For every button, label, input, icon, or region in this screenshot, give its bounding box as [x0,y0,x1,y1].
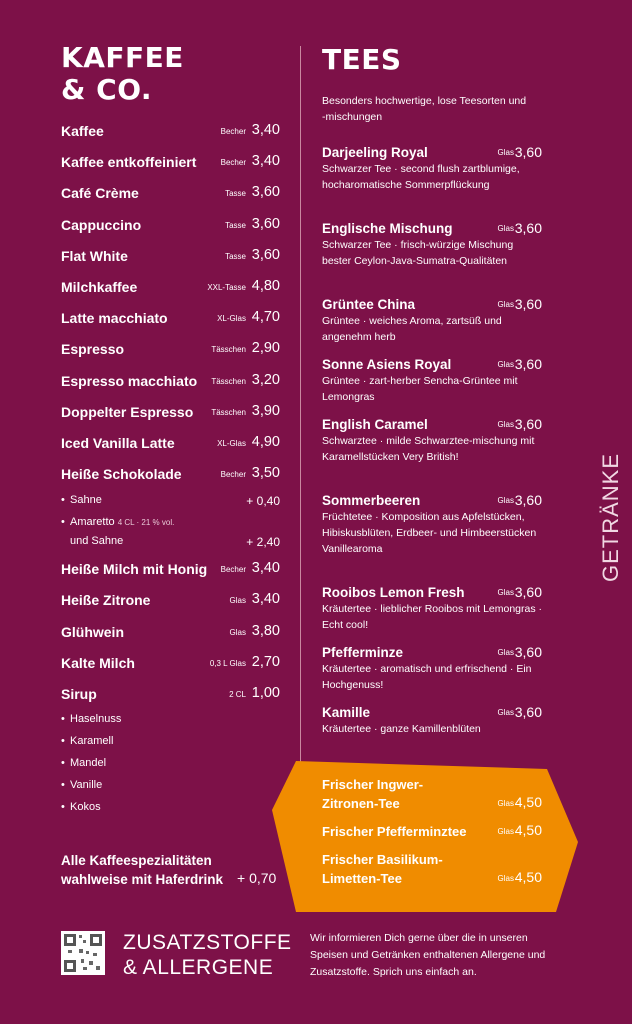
fresh-tea-unit: Glas [497,799,514,808]
tea-unit: Glas [497,648,514,657]
item-price: 3,40 [251,591,280,608]
item-price: 4,80 [251,278,280,294]
item-unit: Becher [220,565,246,574]
item-unit: Glas [229,596,246,606]
extra-sahne: • Sahne + 0,40 [61,494,280,508]
tea-section-title: TEES [322,43,402,76]
extra-amaretto-sahne: und Sahne + 2,40 [70,535,280,549]
tea-description: Schwarzer Tee · frisch-würzige Mischung bester Ceylon-Java-Sumatra-Qualitäten [322,239,514,267]
item-name: Sirup [61,686,97,703]
item-price: 4,70 [251,309,280,326]
tea-description: Kräutertee · lieblicher Rooibos mit Lemongras · Echt cool! [322,603,543,631]
item-price: 2,90 [251,340,280,357]
fresh-tea-unit: Glas [497,874,514,883]
item-unit: XL-Glas [217,439,246,448]
tea-description: Kräutertee · aromatisch und erfrischend · Ein Hochgenuss! [322,663,532,691]
tea-price: 3,60 [514,144,542,160]
tea-description: Schwarzer Tee · second flush zartblumige, hocharomatische Sommerpflückung [322,163,520,191]
item-unit: Tässchen [211,345,246,355]
item-name: Doppelter Espresso [61,403,194,420]
item-price: 3,90 [251,402,280,419]
item-price: 3,40 [251,153,280,170]
tea-price: 3,60 [514,296,542,312]
tea-description: Schwarztee · milde Schwarztee-mischung mit Karamellstücken Very British! [322,435,535,463]
fresh-tea-2 [322,822,542,841]
item-price: 3,60 [251,184,280,201]
item-name: Espresso macchiato [61,372,198,389]
oat-milk-price: + 0,70 [237,870,277,886]
item-unit: Becher [220,470,246,480]
fresh-tea-name: Frischer Basilikum- Limetten-Tee [322,852,443,886]
item-price: 1,00 [251,685,280,702]
item-price: 3,20 [251,371,280,388]
item-unit: Becher [220,127,246,136]
allergen-title: ZUSATZSTOFFE & ALLERGENE [123,931,292,979]
fresh-tea-price: 4,50 [514,822,542,838]
tea-unit: Glas [497,496,514,505]
syrup-karamell: • Karamell [61,735,114,747]
item-name: Espresso [61,341,125,358]
item-unit: 0,3 L Glas [209,658,246,668]
item-unit: Becher [220,158,246,168]
fresh-tea-3 [322,850,542,888]
tea-price: 3,60 [514,356,542,372]
tea-name: Grüntee China [322,297,416,312]
item-name: Glühwein [61,623,124,640]
item-name: Flat White [61,247,128,264]
syrup-kokos: • Kokos [61,801,101,813]
tea-unit: Glas [497,360,514,369]
tea-price: 3,60 [514,584,542,600]
tea-name: Rooibos Lemon Fresh [322,585,465,600]
syrup-vanille: • Vanille [61,779,103,791]
tea-unit: Glas [497,708,514,717]
extra-amaretto: • Amaretto 4 CL · 21 % vol. [61,516,175,528]
tea-unit: Glas [497,588,514,597]
oat-milk-note: Alle Kaffeespezialitäten wahlweise mit Haferdrink [61,853,224,887]
fresh-tea-name: Frischer Ingwer- Zitronen-Tee [322,777,424,811]
item-name: Cappuccino [61,216,142,233]
tea-description: Früchtetee · Komposition aus Apfelstücken, Hibiskusblüten, Erdbeer- und Himbeerstücken Vanillearoma [322,511,537,555]
item-price: 3,40 [251,560,280,576]
item-unit: XL-Glas [217,314,246,324]
tea-name: Darjeeling Royal [322,145,428,160]
item-price: 3,60 [251,246,280,263]
item-unit: Tässchen [211,407,246,417]
coffee-section-title: KAFFEE & CO. [61,41,184,106]
tea-unit: Glas [497,420,514,429]
tea-price: 3,60 [514,644,542,660]
qr-code-icon[interactable] [61,931,105,975]
item-price: 3,50 [251,465,280,482]
item-name: Kaffee [61,123,104,139]
tea-description: Kräutertee · ganze Kamillenblüten [322,723,481,735]
tea-name: English Caramel [322,417,428,432]
getraenke-side-label: GETRÄNKE [598,452,623,582]
syrup-haselnuss: • Haselnuss [61,713,122,725]
tea-name: Sommerbeeren [322,493,421,508]
syrup-mandel: • Mandel [61,757,107,769]
fresh-tea-unit: Glas [497,827,514,836]
tea-price: 3,60 [514,220,542,236]
item-name: Heiße Zitrone [61,592,151,609]
item-name: Kaffee entkoffeiniert [61,154,197,171]
item-unit: Tässchen [211,376,246,386]
tea-unit: Glas [497,224,514,233]
tea-price: 3,60 [514,704,542,720]
fresh-tea-price: 4,50 [514,869,542,885]
item-unit: XXL-Tasse [207,283,246,292]
item-name: Latte macchiato [61,310,168,327]
tea-name: Sonne Asiens Royal [322,357,452,372]
tea-name: Kamille [322,705,371,720]
tea-name: Pfefferminze [322,645,404,660]
item-price: 3,40 [251,122,280,138]
item-unit: Tasse [225,220,246,230]
item-name: Milchkaffee [61,279,138,295]
item-name: Kalte Milch [61,654,135,671]
item-price: 3,80 [251,622,280,639]
tea-intro: Besonders hochwertige, lose Teesorten und -mischungen [322,95,527,123]
item-price: 2,70 [251,653,280,670]
item-name: Café Crème [61,185,139,202]
tea-price: 3,60 [514,492,542,508]
item-unit: Tasse [225,189,246,199]
item-unit: Tasse [225,251,246,261]
item-unit: Glas [229,627,246,637]
item-name: Heiße Milch mit Honig [61,561,208,577]
tea-name: Englische Mischung [322,221,453,236]
item-price: 3,60 [251,215,280,232]
fresh-tea-1 [322,775,542,813]
tea-description: Grüntee · zart-herber Sencha-Grüntee mit Lemongras [322,375,518,403]
fresh-tea-price: 4,50 [514,794,542,810]
fresh-tea-name: Frischer Pfefferminztee [322,824,467,839]
tea-description: Grüntee · weiches Aroma, zartsüß und angenehm herb [322,315,502,343]
item-name: Iced Vanilla Latte [61,435,175,451]
tea-price: 3,60 [514,416,542,432]
item-unit: 2 CL [229,690,246,700]
allergen-info-text: Wir informieren Dich gerne über die in unseren Speisen und Getränken enthaltenen Allergene und Zusatzstoffe. Sprich uns einfach an. [310,932,546,978]
tea-unit: Glas [497,300,514,309]
tea-unit: Glas [497,148,514,157]
item-name: Heiße Schokolade [61,466,182,483]
item-price: 4,90 [251,434,280,450]
